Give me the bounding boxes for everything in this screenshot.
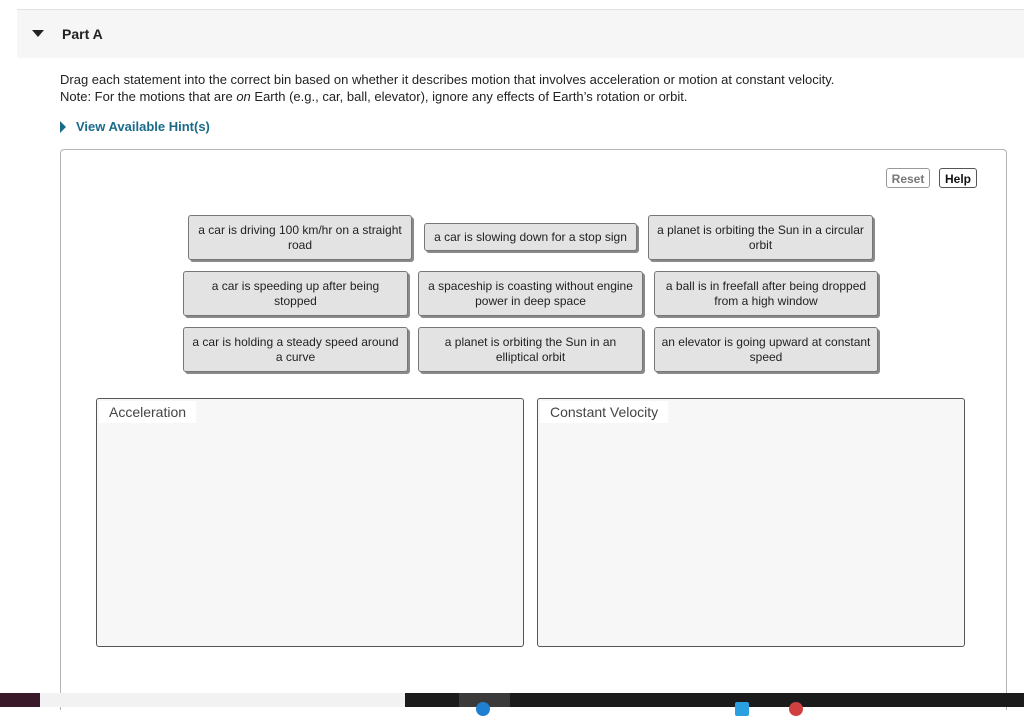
part-title: Part A — [62, 26, 103, 42]
statement-card[interactable]: a spaceship is coasting without engine power in deep space — [418, 271, 643, 316]
taskbar-app-icon[interactable] — [735, 702, 749, 716]
instructions — [60, 71, 834, 105]
statement-card[interactable]: a car is holding a steady speed around a curve — [183, 327, 408, 372]
taskbar-search-box[interactable] — [40, 693, 405, 707]
bin-label-acceleration: Acceleration — [99, 401, 196, 423]
bin-label-constant-velocity: Constant Velocity — [540, 401, 668, 423]
taskbar-start-area[interactable] — [0, 693, 40, 707]
bin-constant-velocity[interactable] — [537, 398, 965, 647]
statement-card[interactable]: an elevator is going upward at constant speed — [654, 327, 878, 372]
instruction-line-2: Note: For the motions that are on Earth (e.g., car, ball, elevator), ignore any effects of Earth’s rotation or orbit. — [60, 89, 688, 104]
statement-card[interactable]: a car is speeding up after being stopped — [183, 271, 408, 316]
statement-card[interactable]: a car is slowing down for a stop sign — [424, 223, 637, 251]
statement-card[interactable]: a planet is orbiting the Sun in an elliptical orbit — [418, 327, 643, 372]
taskbar — [0, 693, 1024, 707]
taskbar-app-icon[interactable] — [789, 702, 803, 716]
statement-card[interactable]: a ball is in freefall after being dropped from a high window — [654, 271, 878, 316]
collapse-caret-icon[interactable] — [32, 30, 44, 37]
reset-button[interactable]: Reset — [886, 168, 930, 188]
bin-acceleration[interactable] — [96, 398, 524, 647]
statement-card[interactable]: a planet is orbiting the Sun in a circular orbit — [648, 215, 873, 260]
help-button[interactable]: Help — [939, 168, 977, 188]
statement-card[interactable]: a car is driving 100 km/hr on a straight road — [188, 215, 412, 260]
expand-triangle-icon — [60, 121, 66, 133]
instruction-line-1: Drag each statement into the correct bin based on whether it describes motion that involves acceleration or motion at constant velocity. — [60, 72, 835, 87]
taskbar-app-icon[interactable] — [476, 702, 490, 716]
view-hints-label: View Available Hint(s) — [76, 119, 210, 134]
part-header[interactable] — [17, 10, 1024, 58]
view-hints-link[interactable] — [60, 119, 210, 134]
